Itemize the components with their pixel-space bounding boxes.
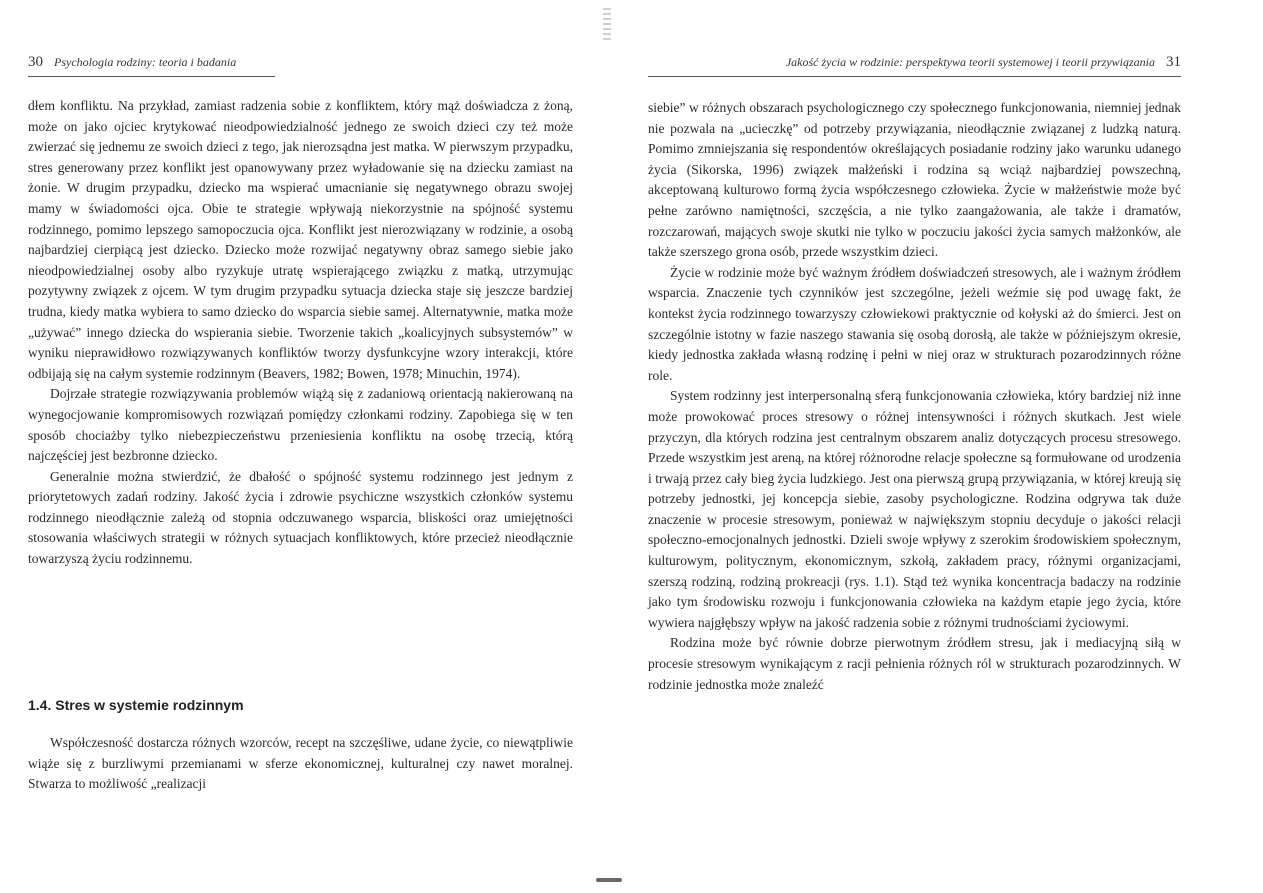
- left-running-head-title: Psychologia rodziny: teoria i badania: [54, 55, 237, 69]
- left-body-text: [28, 96, 573, 570]
- right-paragraph-1: siebie” w różnych obszarach psychologicznego czy społecznego funkcjonowania, niemniej jednak nie pozwala na „ucieczkę” od potrzeby przywiązania, nieodłącznie związanej z ludzką naturą. Pomimo zmniejszania się respondentów określających posiadanie rodziny jako warunku udanego życia (Sikorska, 1996) związek małżeński i rodzina są wciąż najbardziej powszechną, akceptowaną kulturowo formą życia współczesnego człowieka. Życie w małżeństwie może być pełne zarówno namiętności, szczęścia, a nie tylko zaangażowania, ale także i dramatów, rozczarowań, mających swoje skutki nie tylko w poczuciu jakości życia samych małżonków, ale także szerszego grona osób, przede wszystkim dzieci.: [648, 100, 1181, 260]
- right-paragraph-4: Rodzina może być równie dobrze pierwotnym źródłem stresu, jak i mediacyjną siłą w procesie stresowym wynikającym z racji pełnienia różnych ról w strukturach pozarodzinnych. W rodzinie jednostka może znaleźć: [648, 635, 1181, 692]
- left-body-text-after-heading: [28, 733, 573, 795]
- right-paragraph-3: System rodzinny jest interpersonalną sferą funkcjonowania człowieka, który bardziej niż inne może prowokować proces stresowy o różnej intensywności i różnych skutkach. Jest wiele przyczyn, dla których rodzina jest centralnym obszarem analiz dotyczących procesu stresowego. Przede wszystkim jest areną, na której różnorodne relacje społeczne są formułowane od urodzenia i trwają przez cały bieg życia ludzkiego. Jest ona pierwszą grupą przywiązania, w której kreują się potrzeby jednostki, jej koncepcja siebie, zasoby psychologiczne. Rodzina odgrywa tak duże znaczenie w procesie stresowym, ponieważ w największym stopniu decyduje o jakości relacji społeczno-emocjonalnych jednostki. Dzieli swoje wpływy z szerokim środowiskiem społecznym, kulturowym, politycznym, ekonomicznym, szkołą, zakładem pracy, różnymi organizacjami, szerszą rodziną, rodziną prokreacji (rys. 1.1). Stąd też wynika koncentracja badaczy na rodzinie jako tym środowisku rozwoju i funkcjonowania człowieka na każdym etapie jego życia, które wywiera najgłębszy wpływ na jakość radzenia sobie z różnymi trudnościami życiowymi.: [648, 388, 1181, 630]
- scan-artifact-mark: [596, 878, 622, 882]
- left-page-number: 30: [28, 54, 43, 70]
- left-paragraph-3: Generalnie można stwierdzić, że dbałość o spójność systemu rodzinnego jest jednym z priorytetowych zadań rodziny. Jakość życia i zdrowie psychiczne wszystkich członków systemu rodzinnego nieodłącznie zależą od stopnia odczuwanego wsparcia, bliskości oraz umiejętności stosowania właściwych strategii w różnych sytuacjach konfliktowych, które przecież nieodłącznie towarzyszą życiu rodzinnemu.: [28, 468, 573, 567]
- left-paragraph-2: Dojrzałe strategie rozwiązywania problemów wiążą się z zadaniową orientacją nakierowaną na wynegocjowanie kompromisowych rozwiązań pomiędzy członkami rodziny. Zapobiega się w ten sposób chociażby tylko niebezpieczeństwu przeniesienia konfliktu na osobę trzecią, którą najczęściej jest bezbronne dziecko.: [28, 386, 573, 464]
- left-paragraph-1: dłem konfliktu. Na przykład, zamiast radzenia sobie z konfliktem, który mąż doświadcza z żoną, może on jako ojciec krytykować nieodpowiedzialność jednego ze swoich dzieci czy też może zwierzać się jednemu ze swoich dzieci z tego, jak nierozsądna jest matka. W pierwszym przypadku, stres generowany przez konflikt jest opanowywany przez wyładowanie się na dziecku zamiast na żonie. W drugim przypadku, dziecko ma wspierać umacnianie się negatywnego obrazu swojej mamy w świadomości ojca. Obie te strategie wpływają niekorzystnie na spójność systemu rodzinnego, pomimo lepszego samopoczucia ojca. Konflikt jest nierozwiązany w rodzinie, a osobą najbardziej cierpiącą jest dziecko. Dziecko może rozwijać negatywny obraz samego siebie jako nieodpowiedzialnej osoby albo ryzykuje utratę wspierającego związku z matką, utrzymując pozytywny związek z ojcem. W tym drugim przypadku sytuacja dziecka staje się jeszcze bardziej trudna, kiedy matka wybiera to samo dziecko do wsparcia siebie samej. Alternatywnie, matka może „używać” innego dziecka do wspierania siebie. Tworzenie takich „koalicyjnych subsystemów” w wyniku nieprawidłowo rozwiązywanych konfliktów tworzy dysfunkcyjne wzory interakcji, które odbijają się na całym systemie rodzinnym (Beavers, 1982; Bowen, 1978; Minuchin, 1974).: [28, 98, 573, 381]
- left-paragraph-4: Współczesność dostarcza różnych wzorców, recept na szczęśliwe, udane życie, co niewątpliwie wiąże się z burzliwymi przemianami w sferze ekonomicznej, kulturalnej czy nawet moralnej. Stwarza to możliwość „realizacji: [28, 735, 573, 792]
- right-paragraph-2: Życie w rodzinie może być ważnym źródłem doświadczeń stresowych, ale i ważnym źródłem wsparcia. Znaczenie tych czynników jest szczególne, jeżeli weźmie się pod uwagę fakt, że kontekst życia rodzinnego towarzyszy człowiekowi praktycznie od kołyski aż do śmierci. Jest on szczególnie istotny w fazie naszego stawania się osobą dorosłą, ale także w późniejszym okresie, kiedy jednostka zakłada własną rodzinę i pełni w niej oraz w strukturach pozarodzinnych różne role.: [648, 264, 1181, 383]
- right-body-text: [648, 98, 1181, 695]
- right-page-number: 31: [1166, 54, 1181, 70]
- right-running-head-title: Jakość życia w rodzinie: perspektywa teorii systemowej i teorii przywiązania: [785, 55, 1155, 69]
- section-heading: 1.4. Stres w systemie rodzinnym: [28, 697, 244, 713]
- left-running-head: [28, 54, 275, 77]
- binding-gutter-mark: [603, 8, 611, 42]
- right-running-head: [648, 54, 1181, 77]
